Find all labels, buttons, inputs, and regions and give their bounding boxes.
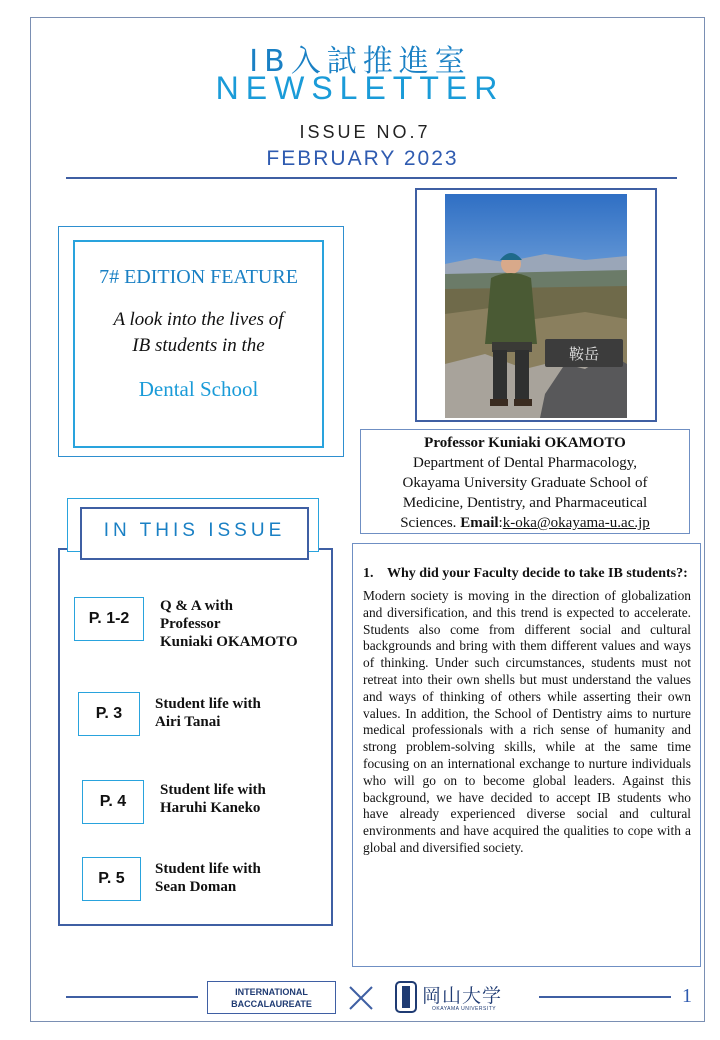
answer-text: Modern society is moving in the direction of globalization and diversification, and this trend is expected to accelerate. Students also come from different social and cultural backgrounds and bring with them different values and ways of thinking. Under such circumstances, students must not retreat into their own shells but must understand the values and ways of thinking of others while asserting their own values. In addition, the School of Dentistry aims to nurture medical professionals with a rich sense of humanity and strong problem-solving skills, while at the same time focusing on an international exchange to nurture individuals who will go on to become global leaders. Against this background, we have decided to accept IB students who have already experienced diverse social and cultural environments and have acquired the qualities to cope with a global and diversified society. (363, 588, 691, 855)
summit-sign-text: 鞍岳 (568, 345, 600, 363)
professor-name: Professor Kuniaki OKAMOTO (424, 435, 626, 451)
affiliation-line: Sciences. (400, 515, 457, 531)
footer-divider-left (66, 996, 198, 998)
toc-item-line: Q & A with (160, 598, 233, 614)
ib-logo (207, 981, 336, 1014)
toc-item-line: Student life with (155, 696, 261, 712)
toc-page-5[interactable]: P. 5 (82, 857, 141, 901)
email-link[interactable]: k-oka@okayama-u.ac.jp (502, 515, 650, 531)
toc-item-haruhi[interactable] (160, 781, 266, 817)
toc-item-line: Student life with (160, 782, 266, 798)
affiliation-line: Medicine, Dentistry, and Pharmaceutical (402, 495, 648, 511)
email-separator: : (498, 515, 503, 531)
newsletter-title-jp: IB入試推進室 (249, 44, 471, 79)
question-text: Why did your Faculty decide to take IB students?: (387, 566, 688, 581)
page-number: 1 (682, 985, 692, 1007)
professor-photo (445, 194, 627, 418)
affiliation-line: Okayama University Graduate School of (402, 475, 648, 491)
issue-number: ISSUE NO.7 (299, 122, 431, 142)
toc-page-4[interactable]: P. 4 (82, 780, 144, 824)
toc-item-qa[interactable] (160, 597, 298, 651)
toc-item-airi[interactable] (155, 695, 261, 731)
question-number: 1. (363, 566, 374, 581)
toc-item-line: Student life with (155, 861, 261, 877)
footer-divider-right (539, 996, 671, 998)
toc-item-line: Airi Tanai (155, 714, 221, 730)
newsletter-title-en: NEWSLETTER (215, 70, 505, 106)
professor-photo-frame (415, 188, 657, 422)
toc-heading: IN THIS ISSUE (80, 507, 309, 560)
question (363, 566, 691, 582)
feature-subtitle (75, 307, 322, 359)
university-name-jp: 岡山大学 (422, 985, 503, 1007)
toc-page-1-2[interactable]: P. 1-2 (74, 597, 144, 641)
toc-item-line: Professor (160, 616, 221, 632)
feature-subtitle-line: A look into the lives of (113, 309, 284, 330)
university-name-en: OKAYAMA UNIVERSITY (432, 1006, 497, 1012)
feature-highlight: Dental School (138, 377, 259, 401)
affiliation-email-line (361, 513, 689, 533)
header-divider (66, 177, 677, 179)
email-label: Email (460, 515, 499, 531)
toc-item-sean[interactable] (155, 860, 261, 896)
article-box (352, 543, 701, 967)
toc-item-line: Kuniaki OKAMOTO (160, 634, 298, 650)
university-logo-icon (395, 981, 417, 1013)
ib-logo-line: BACCALAUREATE (231, 999, 312, 1009)
professor-caption (360, 429, 690, 534)
feature-box (73, 240, 324, 448)
feature-heading: 7# EDITION FEATURE (99, 266, 298, 288)
affiliation-line: Department of Dental Pharmacology, (413, 455, 637, 471)
toc-page-3[interactable]: P. 3 (78, 692, 140, 736)
toc-item-line: Sean Doman (155, 879, 237, 895)
feature-subtitle-line: IB students in the (132, 335, 265, 356)
ib-logo-line: INTERNATIONAL (235, 987, 308, 997)
cross-icon (346, 983, 376, 1013)
toc-item-line: Haruhi Kaneko (160, 800, 261, 816)
issue-date: FEBRUARY 2023 (266, 147, 459, 170)
